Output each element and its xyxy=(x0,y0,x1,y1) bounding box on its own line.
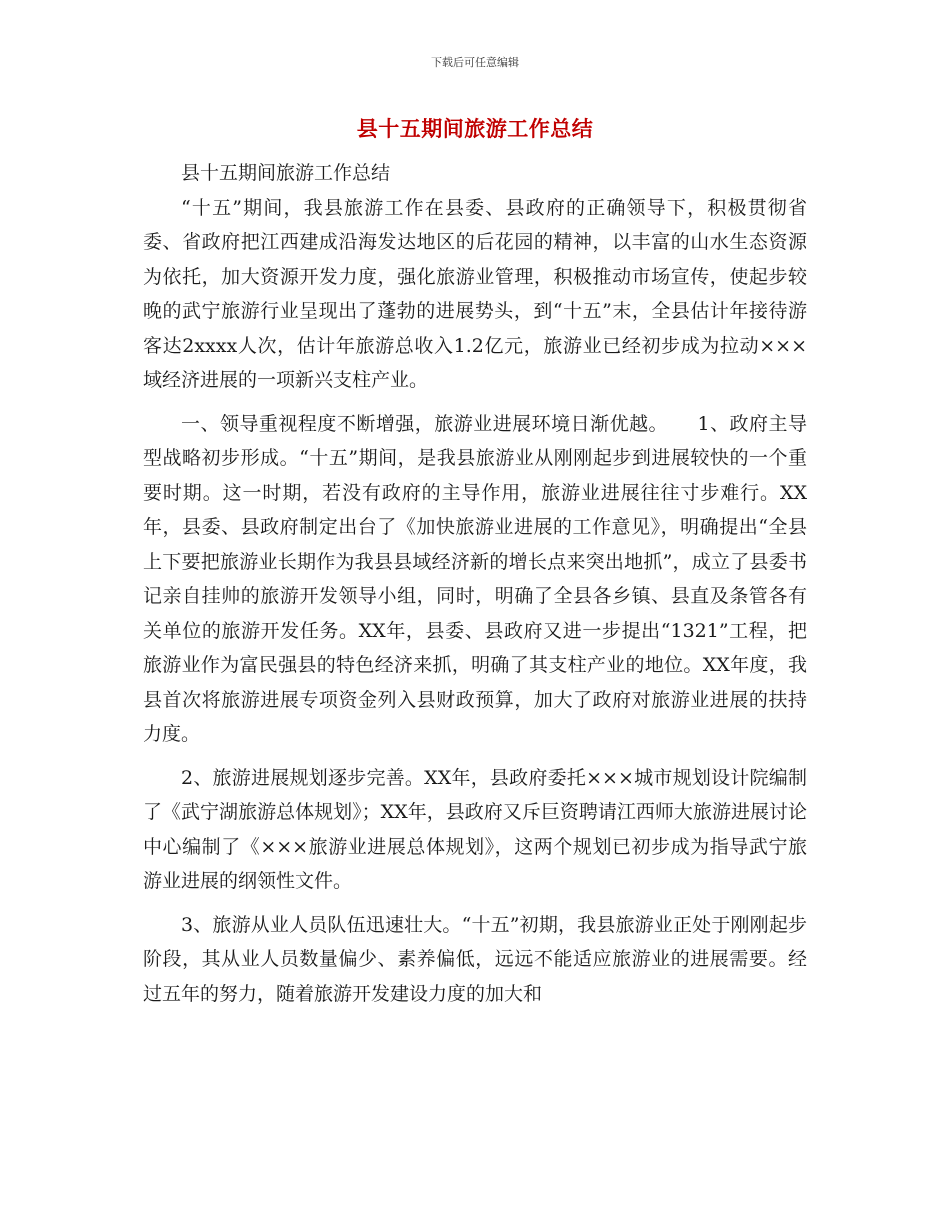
paragraph-intro: “十五”期间，我县旅游工作在县委、县政府的正确领导下，积极贯彻省委、省政府把江西建成沿海发达地区的后花园的精神，以丰富的山水生态资源为依托，加大资源开发力度，强化旅游业管理，积极推动市场宣传，使起步较晚的武宁旅游行业呈现出了蓬勃的进展势头，到“十五”末，全县估计年接待游客达2xxxx人次，估计年旅游总收入1.2亿元，旅游业已经初步成为拉动×××域经济进展的一项新兴支柱产业。 xyxy=(143,196,807,391)
document-title: 县十五期间旅游工作总结 xyxy=(356,116,594,141)
paragraph-section-one: 一、领导重视程度不断增强，旅游业进展环境日渐优越。 1、政府主导型战略初步形成。“十五”期间，是我县旅游业从刚刚起步到进展较快的一个重要时期。这一时期，若没有政府的主导作用，旅游业进展往往寸步难行。XX年，县委、县政府制定出台了《加快旅游业进展的工作意见》，明确提出“全县上下要把旅游业长期作为我县县域经济新的增长点来突出地抓”，成立了县委书记亲自挂帅的旅游开发领导小组，同时，明确了全县各乡镇、县直及条管各有关单位的旅游开发任务。XX年，县委、县政府又进一步提出“1321”工程，把旅游业作为富民强县的特色经济来抓，明确了其支柱产业的地位。XX年度，我县首次将旅游进展专项资金列入县财政预算，加大了政府对旅游业进展的扶持力度。 xyxy=(143,412,807,745)
document-body xyxy=(143,156,807,1011)
paragraph-subtitle: 县十五期间旅游工作总结 xyxy=(181,162,391,184)
paragraph-item-three: 3、旅游从业人员队伍迅速壮大。“十五”初期，我县旅游业正处于刚刚起步阶段，其从业人员数量偏少、素养偏低，远远不能适应旅游业的进展需要。经过五年的努力，随着旅游开发建设力度的加大和 xyxy=(143,913,807,1005)
paragraph-item-two: 2、旅游进展规划逐步完善。XX年，县政府委托×××城市规划设计院编制了《武宁湖旅游总体规划》；XX年，县政府又斥巨资聘请江西师大旅游进展讨论中心编制了《×××旅游业进展总体规划》，这两个规划已初步成为指导武宁旅游业进展的纲领性文件。 xyxy=(143,766,807,892)
header-note: 下载后可任意编辑 xyxy=(431,56,519,69)
